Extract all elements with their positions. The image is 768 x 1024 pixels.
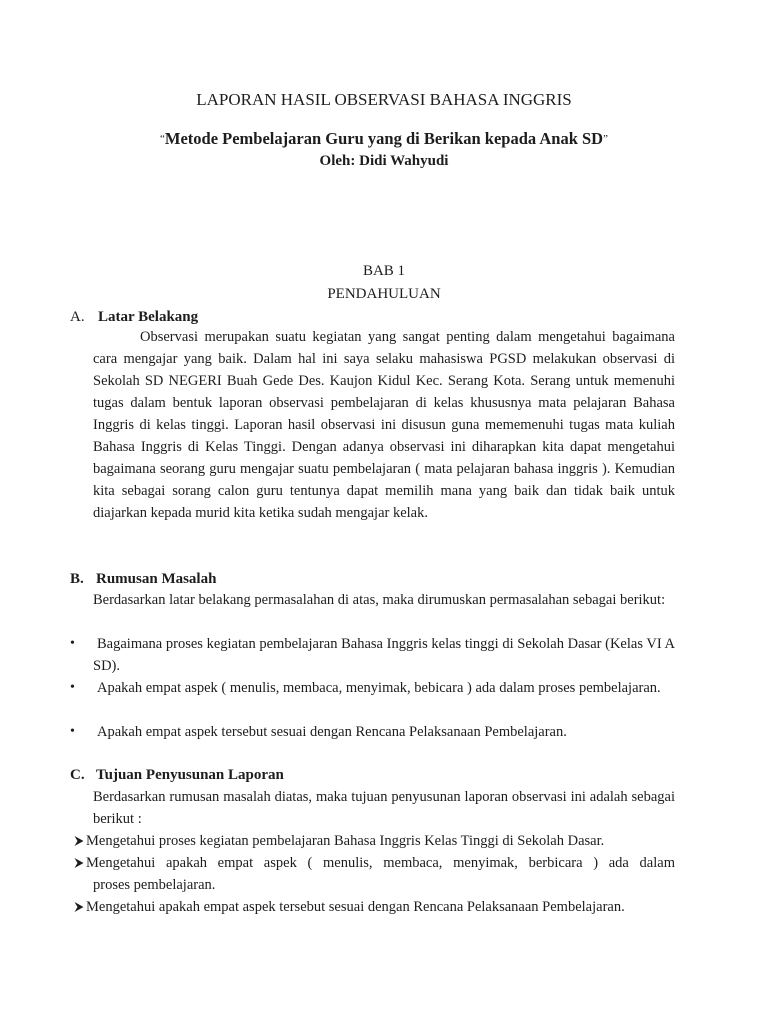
document-author: Oleh: Didi Wahyudi <box>319 153 449 169</box>
list-item-text: Apakah empat aspek tersebut sesuai dengan Rencana Pelaksanaan Pembelajaran. <box>97 724 567 740</box>
section-a-paragraph: Observasi merupakan suatu kegiatan yang sangat penting dalam mengetahui bagaimana cara mengajar yang baik. Dalam hal ini saya selaku mahasiswa PGSD melakukan observasi di Sekolah SD NEGERI Buah Gede Des. Kaujon Kidul Kec. Serang Kota. Serang untuk memenuhi tugas dalam bentuk laporan observasi pembelajaran di kelas khususnya mata pelajaran Bahasa Inggris di kelas tinggi. Laporan hasil observasi ini disusun guna mememenuhi tugas mata kuliah Bahasa Inggris di Kelas Tinggi. Dengan adanya observasi ini diharapkan kita dapat mengetahui bagaimana seorang guru mengajar suatu pembelajaran ( mata pelajaran bahasa inggris ). Kemudian kita sebagai sorang calon guru tentunya dapat memilih mana yang baik dan tidak baik untuk diajarkan kepada murid kita ketika sudah mengajar kelak. <box>93 329 675 521</box>
document-title: LAPORAN HASIL OBSERVASI BAHASA INGGRIS <box>196 90 572 109</box>
list-item-text: Mengetahui apakah empat aspek tersebut sesuai dengan Rencana Pelaksanaan Pembelajaran. <box>86 899 625 915</box>
section-a-title: Latar Belakang <box>98 309 199 325</box>
quote-close: ” <box>603 133 608 145</box>
section-c-heading <box>70 765 284 785</box>
arrowhead-bullet-icon <box>73 830 85 852</box>
subtitle-text: Metode Pembelajaran Guru yang di Berikan kepada Anak SD <box>164 129 604 148</box>
quote-open: “ <box>160 133 165 145</box>
chapter-title: PENDAHULUAN <box>327 286 441 302</box>
section-b-letter: B. <box>70 571 84 587</box>
arrowhead-bullet-icon <box>73 852 85 874</box>
list-item-text: Mengetahui apakah empat aspek ( menulis, membaca, menyimak, berbicara ) ada dalam <box>86 855 675 871</box>
document-subtitle <box>0 128 768 150</box>
section-b-heading <box>70 569 216 589</box>
bullet-dot-icon: • <box>70 724 75 739</box>
section-c-title: Tujuan Penyusunan Laporan <box>96 767 284 783</box>
section-c-intro: Berdasarkan rumusan masalah diatas, maka tujuan penyusunan laporan observasi ini adalah sebagai berikut : <box>93 789 675 827</box>
arrowhead-bullet-icon <box>73 896 85 918</box>
bullet-dot-icon: • <box>70 680 75 695</box>
list-item-continuation: proses pembelajaran. <box>93 877 216 893</box>
list-item-text: Bagaimana proses kegiatan pembelajaran Bahasa Inggris kelas tinggi di Sekolah Dasar (Kelas VI A SD). <box>93 636 675 674</box>
section-a-letter: A. <box>70 309 85 325</box>
list-item-text: Mengetahui proses kegiatan pembelajaran Bahasa Inggris Kelas Tinggi di Sekolah Dasar. <box>86 833 605 849</box>
list-item <box>73 852 675 896</box>
bullet-dot-icon: • <box>70 636 75 651</box>
section-a-heading <box>70 307 198 327</box>
section-b-intro: Berdasarkan latar belakang permasalahan di atas, maka dirumuskan permasalahan sebagai berikut: <box>93 592 666 608</box>
section-b-title: Rumusan Masalah <box>96 571 217 587</box>
list-item-text: Apakah empat aspek ( menulis, membaca, menyimak, bebicara ) ada dalam proses pembelajaran. <box>97 680 661 696</box>
section-c-letter: C. <box>70 767 85 783</box>
chapter-number: BAB 1 <box>362 263 406 279</box>
